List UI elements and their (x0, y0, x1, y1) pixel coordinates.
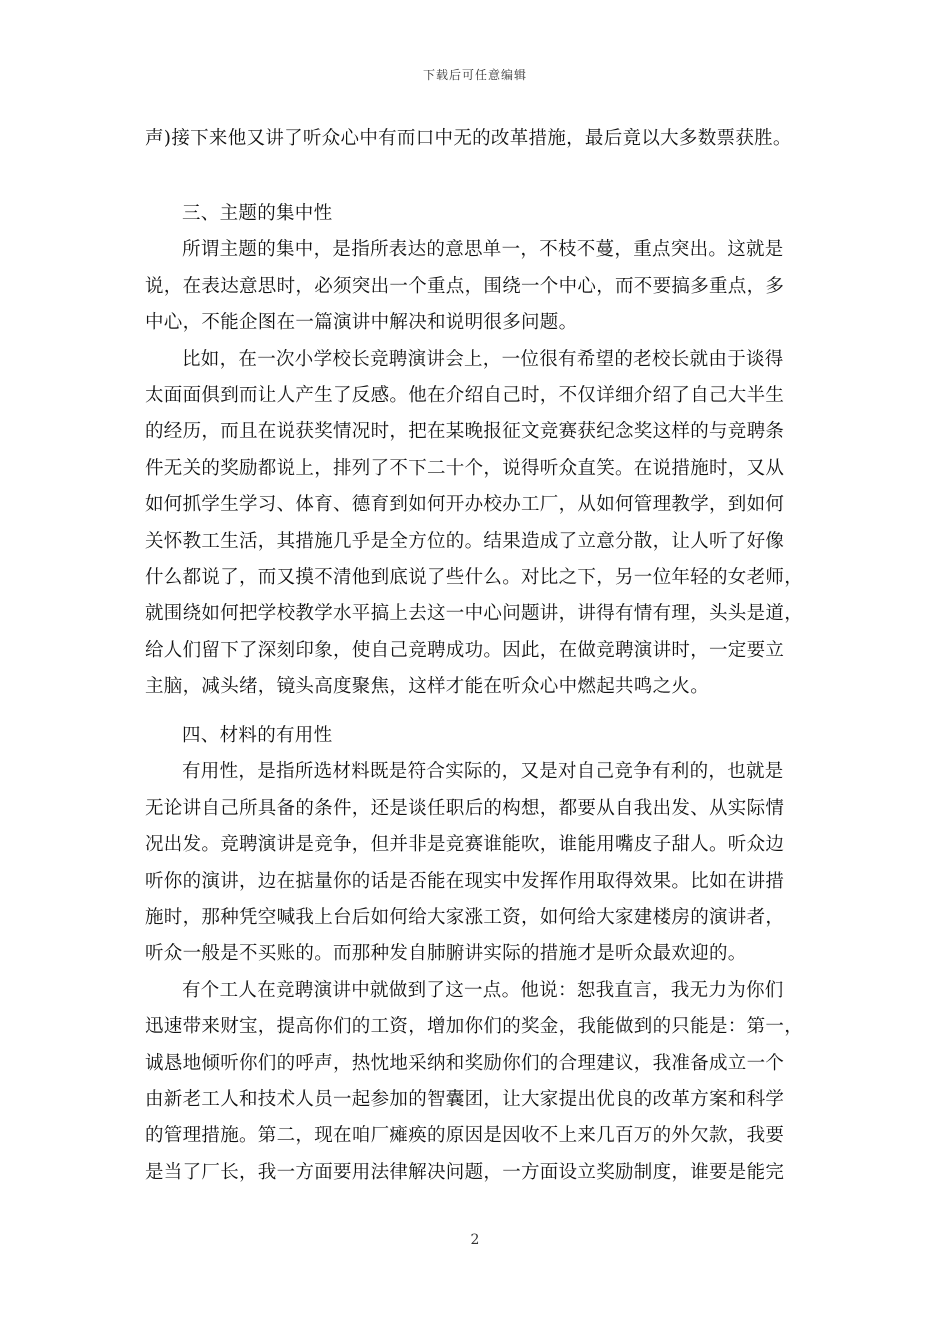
text-line: 主脑，减头绪，镜头高度聚焦，这样才能在听众心中燃起共鸣之火。 (145, 676, 710, 697)
text-line: 的管理措施。第二，现在咱厂瘫痪的原因是因收不上来几百万的外欠款，我要 (145, 1125, 785, 1146)
text-line: 如何抓学生学习、体育、德育到如何开办校办工厂，从如何管理教学，到如何 (145, 494, 785, 515)
text-line: 迅速带来财宝，提高你们的工资，增加你们的奖金，我能做到的只能是：第一， (145, 1016, 804, 1037)
text-line: 所谓主题的集中，是指所表达的意思单一，不枝不蔓，重点突出。这就是 (182, 239, 784, 260)
text-line: 无论讲自己所具备的条件，还是谈任职后的构想，都要从自我出发、从实际情 (145, 798, 785, 819)
text-line: 的经历，而且在说获奖情况时，把在某晚报征文竞赛获纪念奖这样的与竞聘条 (145, 421, 785, 442)
text-line: 比如，在一次小学校长竞聘演讲会上，一位很有希望的老校长就由于谈得 (182, 349, 784, 370)
section-heading-4: 四、材料的有用性 (182, 725, 333, 746)
text-line: 中心，不能企图在一篇演讲中解决和说明很多问题。 (145, 312, 578, 333)
text-line: 是当了厂长，我一方面要用法律解决问题，一方面设立奖励制度，谁要是能完 (145, 1162, 785, 1183)
text-line: 声)接下来他又讲了听众心中有而口中无的改革措施，最后竟以大多数票获胜。 (145, 128, 792, 149)
text-line: 诚恳地倾听你们的呼声，热忱地采纳和奖励你们的合理建议，我准备成立一个 (145, 1053, 785, 1074)
text-line: 听你的演讲，边在掂量你的话是否能在现实中发挥作用取得效果。比如在讲措 (145, 871, 785, 892)
text-line: 件无关的奖励都说上，排列了不下二十个，说得听众直笑。在说措施时，又从 (145, 458, 785, 479)
text-line: 有个工人在竞聘演讲中就做到了这一点。他说：恕我直言，我无力为你们 (182, 980, 784, 1001)
text-line: 况出发。竞聘演讲是竞争，但并非是竞赛谁能吹，谁能用嘴皮子甜人。听众边 (145, 834, 785, 855)
section-heading-3: 三、主题的集中性 (182, 203, 333, 224)
text-line: 说，在表达意思时，必须突出一个重点，围绕一个中心，而不要搞多重点，多 (145, 276, 785, 297)
text-line: 有用性，是指所选材料既是符合实际的，又是对自己竞争有利的，也就是 (182, 761, 784, 782)
page-number: 2 (470, 1232, 480, 1248)
text-line: 太面面俱到而让人产生了反感。他在介绍自己时，不仅详细介绍了自己大半生 (145, 385, 785, 406)
text-line: 施时，那种凭空喊我上台后如何给大家涨工资，如何给大家建楼房的演讲者， (145, 907, 785, 928)
text-line: 关怀教工生活，其措施几乎是全方位的。结果造成了立意分散，让人听了好像 (145, 531, 785, 552)
text-line: 就围绕如何把学校教学水平搞上去这一中心问题讲，讲得有情有理，头头是道， (145, 603, 804, 624)
text-line: 给人们留下了深刻印象，使自己竞聘成功。因此，在做竞聘演讲时，一定要立 (145, 640, 785, 661)
text-line: 由新老工人和技术人员一起参加的智囊团，让大家提出优良的改革方案和科学 (145, 1089, 785, 1110)
page-header: 下载后可任意编辑 (422, 68, 527, 82)
text-line: 听众一般是不买账的。而那种发自肺腑讲实际的措施才是听众最欢迎的。 (145, 943, 747, 964)
text-line: 什么都说了，而又摸不清他到底说了些什么。对比之下，另一位年轻的女老师， (145, 567, 804, 588)
